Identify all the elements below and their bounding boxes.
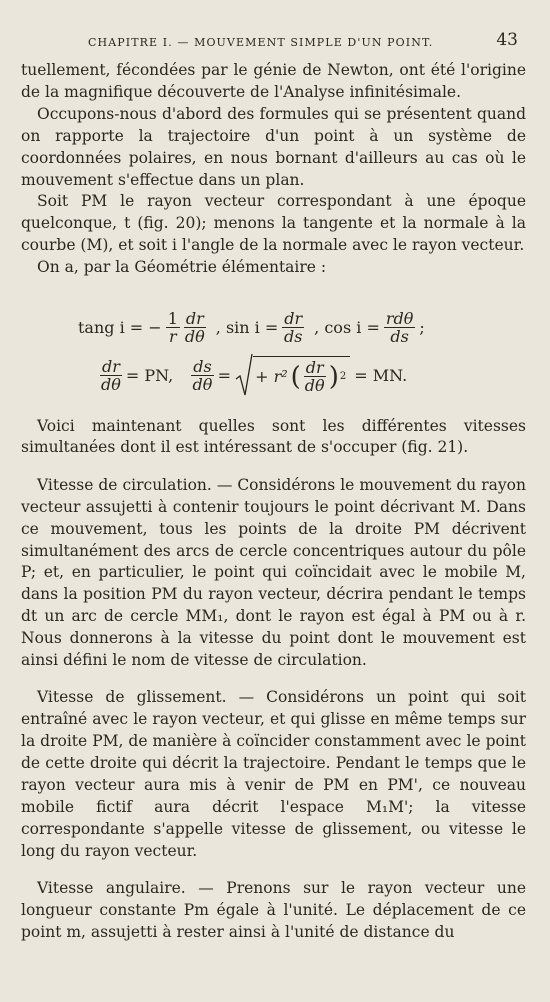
- square-root: + r² ( $\frac{dr}{d\theta}$ ) 2: [235, 353, 350, 397]
- fraction: $\frac{dr}{d\theta}$: [304, 358, 325, 395]
- radical-sign-icon: [235, 353, 253, 397]
- paragraph: Voici maintenant quelles sont les différentes vitesses simultanées dont il est intéressant de s'occuper (fig. 21).: [21, 416, 526, 457]
- fraction: $\frac{1}{r}$: [167, 308, 178, 346]
- fraction: $\frac{dr}{ds}$: [284, 308, 303, 346]
- formula-text: = MN.: [354, 365, 408, 385]
- text-block-top: [21, 60, 526, 279]
- paragraph: Vitesse angulaire. — Prenons sur le rayon vecteur une longueur constante Pm égale à l'unité. Le déplacement de ce point m, assujetti à rester ainsi à l'unité de distance du: [21, 879, 526, 942]
- formula-trig: [78, 302, 488, 352]
- formula-text: tang i = −: [78, 317, 162, 337]
- formula-text: =: [217, 365, 232, 385]
- text-block-bottom: [21, 400, 526, 959]
- fraction: $\frac{ds}{d\theta}$: [192, 356, 213, 394]
- fraction: $\frac{\text{rdθ}}{ds}$: [385, 308, 414, 346]
- paragraph: tuellement, fécondées par le génie de Newton, ont été l'origine de la magnifique découverte de l'Analyse infinitésimale.: [21, 61, 526, 101]
- formula-text: , cos i =: [314, 317, 380, 337]
- formula-text: + r²: [255, 367, 288, 386]
- chapter-title: CHAPITRE I. — MOUVEMENT SIMPLE D'UN POINT.: [88, 36, 434, 49]
- fraction: $\frac{dr}{d\theta}$: [101, 356, 121, 394]
- paragraph: Occupons-nous d'abord des formules qui se présentent quand on rapporte la trajectoire d'un point à un système de coordonnées polaires, en nous bornant d'ailleurs au cas où le mouvement s'effectue dans un plan.: [21, 104, 526, 189]
- fraction: $\frac{dr}{d\theta}$: [184, 308, 205, 346]
- formula-text: ;: [419, 317, 425, 337]
- formula-text: = PN,: [125, 365, 174, 385]
- formula-pn-mn: [100, 350, 480, 400]
- page-number: 43: [496, 30, 518, 50]
- paragraph: Soit PM le rayon vecteur correspondant à une époque quelconque, t (fig. 20); menons la tangente et la normale à la courbe (M), et soit i l'angle de la normale avec le rayon vecteur.: [21, 192, 526, 255]
- formula-text: , sin i =: [215, 317, 279, 337]
- running-header: [88, 30, 518, 50]
- paragraph: Vitesse de glissement. — Considérons un point qui soit entraîné avec le rayon vecteur, et qui glisse en même temps sur la droite PM, de manière à coïncider constamment avec le point de cette droite qui décrit la trajectoire. Pendant le temps que le rayon vecteur aura mis à venir de PM en PM', ce nouveau mobile fictif aura décrit l'espace M₁M'; la vitesse correspondante s'appelle vitesse de glissement, ou vitesse le long du rayon vecteur.: [21, 688, 526, 860]
- paragraph: On a, par la Géométrie élémentaire :: [37, 258, 327, 277]
- exponent: 2: [339, 371, 347, 382]
- paragraph: Vitesse de circulation. — Considérons le mouvement du rayon vecteur assujetti à contenir toujours le point décrivant M. Dans ce mouvement, tous les points de la droite PM décrivent simultanément des arcs de cercle concentriques autour du pôle P; et, en particulier, le point qui coïncidait avec le mobile M, dans la position PM du rayon vecteur, décrira pendant le temps dt un arc de cercle MM₁, dont le rayon est égal à PM ou à r. Nous donnerons à la vitesse du point dont le mouvement est ainsi défini le nom de vitesse de circulation.: [21, 475, 526, 670]
